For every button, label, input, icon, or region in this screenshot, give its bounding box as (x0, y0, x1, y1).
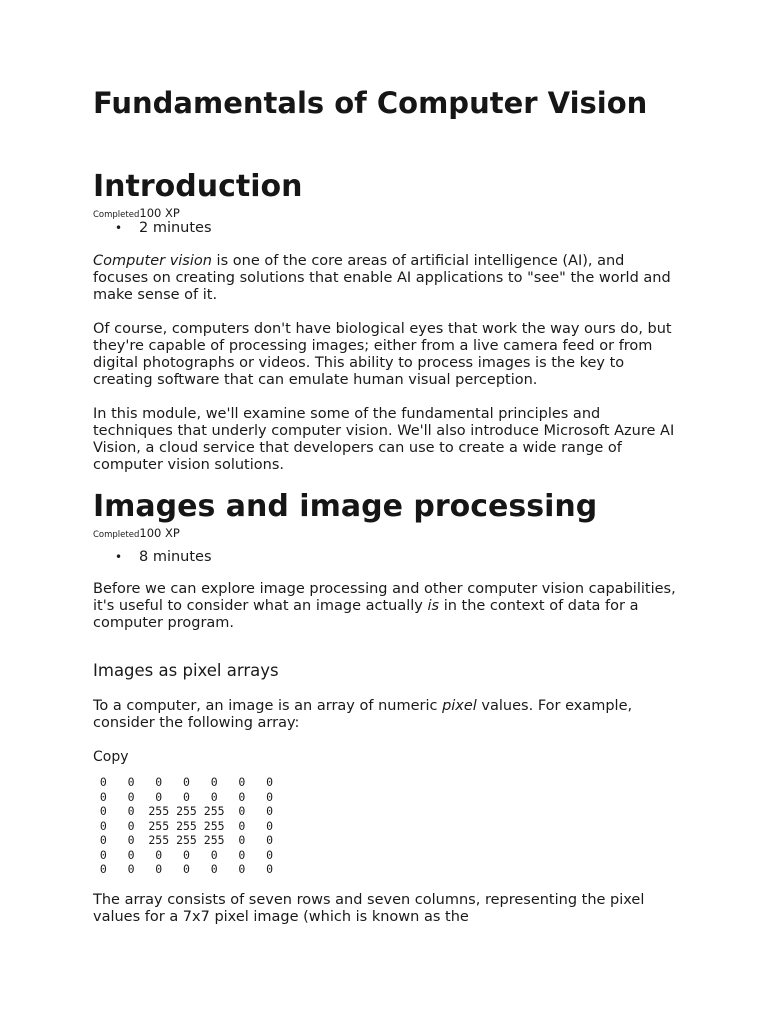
bullet-icon: • (115, 221, 123, 235)
completed-label: Completed (93, 530, 140, 540)
pixel-array-code-block: 0 0 0 0 0 0 0 0 0 0 0 0 0 0 0 0 255 255 255 0 0 0 0 255 255 255 0 0 0 0 255 255 255 0 0 0 0 0 0 0 0 0 0 0 0 0 0 0 0 (99, 775, 274, 876)
duration-list-item (115, 548, 212, 566)
images-paragraph-3: The array consists of seven rows and seven columns, representing the pixel values for a 7x7 pixel image (which is known as the (93, 892, 645, 925)
emphasis-pixel: pixel (442, 698, 477, 714)
intro-paragraph-1-text: is one of the core areas of artificial intelligence (AI), and focuses on creating solutions that enable AI applications to "see" the world and make sense of it. (93, 253, 671, 303)
intro-paragraph-3: In this module, we'll examine some of the fundamental principles and techniques that underly computer vision. We'll also introduce Microsoft Azure AI Vision, a cloud service that developers can use to create a wide range of computer vision solutions. (93, 406, 675, 473)
section-heading-images: Images and image processing (93, 489, 598, 524)
duration-list-item (115, 219, 212, 237)
completed-label: Completed (93, 210, 140, 220)
page-title: Fundamentals of Computer Vision (93, 86, 648, 120)
images-paragraph-2 (93, 698, 683, 732)
copy-button[interactable]: Copy (93, 749, 129, 765)
bullet-icon: • (115, 550, 123, 564)
intro-paragraph-2: Of course, computers don't have biological eyes that work the way ours do, but they're capable of processing images; either from a live camera feed or from digital photographs or videos. This ability to process images is the key to creating software that can emulate human visual perception. (93, 321, 672, 388)
duration-text: 8 minutes (139, 549, 212, 565)
emphasis-computer-vision: Computer vision (93, 253, 212, 269)
duration-text: 2 minutes (139, 220, 212, 236)
xp-label: 100 XP (139, 526, 180, 540)
completion-status (93, 526, 180, 542)
images-paragraph-2-text-b: values. For example, consider the following array: (93, 698, 633, 731)
section-heading-introduction: Introduction (93, 169, 303, 204)
xp-label: 100 XP (139, 206, 180, 220)
images-paragraph-1-text-a: Before we can explore image processing and other computer vision capabilities, it's useful to consider what an image actually (93, 581, 676, 614)
images-paragraph-1 (93, 581, 683, 632)
subheading-pixel-arrays: Images as pixel arrays (93, 661, 279, 680)
intro-paragraph-1 (93, 253, 683, 304)
emphasis-is: is (427, 598, 440, 614)
images-paragraph-1-text-b: in the context of data for a computer program. (93, 598, 639, 631)
images-paragraph-2-text-a: To a computer, an image is an array of numeric (93, 698, 443, 714)
